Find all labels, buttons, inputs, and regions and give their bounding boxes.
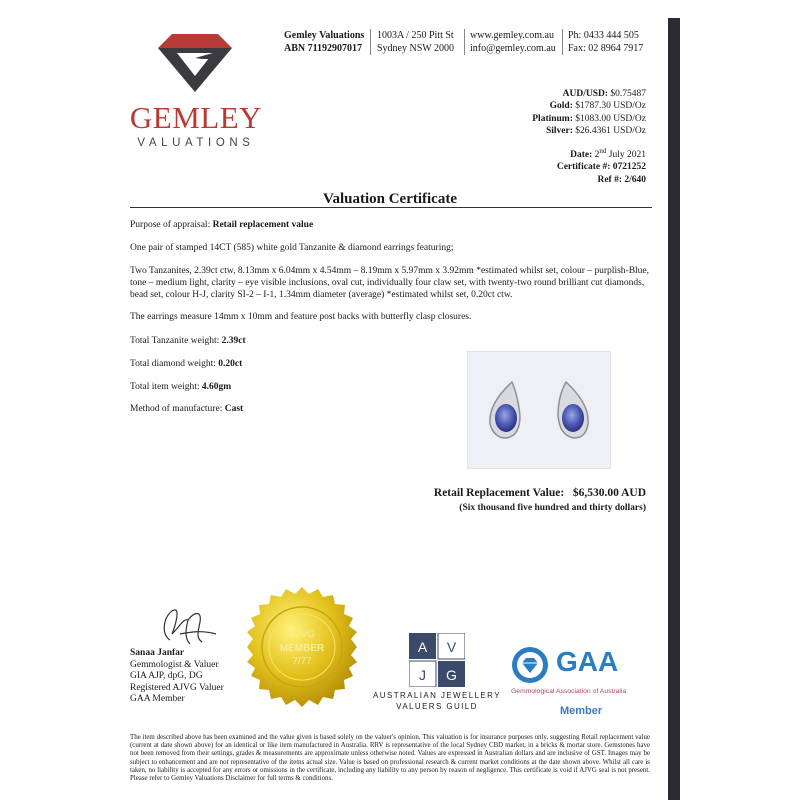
ajvg-letter-j: J: [419, 667, 426, 683]
item-weight-line: [130, 381, 430, 393]
header-divider: [464, 29, 465, 55]
earrings-image: [468, 352, 610, 468]
platinum-value: $1083.00 USD/Oz: [575, 113, 646, 124]
diamond-weight-label: Total diamond weight:: [130, 359, 216, 369]
signatory-name: Sanaa Janfar: [130, 648, 185, 658]
right-earring: [558, 382, 588, 438]
diamond-weight-value: 0.20ct: [218, 359, 243, 369]
diamond-weight-line: [130, 358, 430, 370]
date-suffix: nd: [599, 147, 607, 155]
header-divider: [562, 29, 563, 55]
logo-subtitle: VALUATIONS: [137, 137, 255, 149]
date-label: Date:: [570, 150, 593, 161]
retail-value-words: (Six thousand five hundred and thirty dollars): [459, 503, 646, 513]
ajvg-caption: [368, 690, 506, 712]
ajvg-caption-line-1: AUSTRALIAN JEWELLERY: [373, 691, 501, 700]
phone-number: Ph: 0433 444 505: [568, 30, 639, 41]
address-line-2: Sydney NSW 2000: [377, 43, 455, 54]
gold-value: $1787.30 USD/Oz: [575, 101, 646, 112]
method-label: Method of manufacture:: [130, 404, 223, 414]
disclaimer-text: The item described above has been examined and the value given is based solely on the valuer's opinion. This valuation is for insurance purposes only, suggesting Retail replacement value (current at date shown above) for an identical or like item manufactured in Australia. RRV is representative of the local Sydney CBD market, in a bricks & mortar store. Gemstones have not been removed from their settings, grades & measurements are approximate unless otherwise noted. Values are expressed in Australian dollars and are inclusive of GST. Images may be subject to enhancement and are not representative of the items actual size. Value is based on professional research & current market conditions at the date shown above. Whilst all care is taken, no liability is accepted for any errors or omissions in the certificate, including any liability to any person by reason of negligence. This certificate is void if AJVG seal is not present. Please refer to Gemley Valuations Disclaimer for full terms & conditions.: [130, 734, 650, 783]
rates-block: [470, 88, 646, 137]
ref-label: Ref #:: [597, 174, 622, 185]
item-weight-label: Total item weight:: [130, 382, 200, 392]
retail-value-line: [380, 487, 646, 499]
tanzanite-weight-line: [130, 335, 430, 347]
purpose-line: [130, 219, 650, 231]
platinum-label: Platinum:: [532, 113, 573, 124]
gold-label: Gold:: [549, 101, 573, 112]
gaa-member-label: Member: [560, 705, 603, 717]
phone-block: [568, 29, 643, 55]
gaa-subtitle: Gemmological Association of Australia: [511, 688, 627, 695]
method-line: [130, 403, 430, 415]
retail-value-amount: $6,530.00 AUD: [572, 487, 646, 499]
stones-description: Two Tanzanites, 2.39ct ctw, 8.13mm x 6.04mm x 4.54mm – 8.19mm x 5.97mm x 3.92mm *estimated whilst set, colour – purplish-Blue, tone – medium light, clarity – eye visible inclusions, oval cut, individually four claw set, with twenty-two round brilliant cut diamonds, bead set, colour H-J, clarity SI-2 – I-1, 1.34mm diameter (average) *estimated whilst set, 0.20ct ctw.: [130, 266, 650, 300]
address-block: [377, 29, 454, 55]
left-earring: [490, 382, 520, 438]
silver-value: $26.4361 USD/Oz: [575, 125, 646, 136]
gemley-logo-icon: [150, 30, 240, 100]
retail-value-label: Retail Replacement Value:: [433, 487, 565, 499]
tanzanite-weight-value: 2.39ct: [221, 336, 246, 346]
seal-line-1: AJVG: [288, 629, 316, 640]
date-day: 2: [594, 150, 600, 161]
ajvg-logo-icon: [409, 633, 465, 687]
ajvg-gold-seal-icon: [240, 585, 364, 709]
signatory-line-1: Gemmologist & Valuer: [130, 659, 219, 670]
ajvg-letter-v: V: [446, 639, 457, 655]
signatory-line-4: GAA Member: [130, 694, 185, 704]
signatory-line-3: Registered AJVG Valuer: [130, 682, 224, 693]
fax-number: Fax: 02 8964 7917: [568, 43, 644, 54]
website-link[interactable]: www.gemley.com.au: [470, 30, 554, 41]
company-abn: ABN 71192907017: [284, 43, 363, 54]
tanzanite-weight-label: Total Tanzanite weight:: [130, 336, 220, 346]
certificate-meta: [470, 145, 646, 186]
purpose-label: Purpose of appraisal:: [130, 220, 211, 230]
title-divider: [130, 207, 652, 208]
header-divider: [370, 29, 371, 55]
ajvg-letter-g: G: [446, 667, 457, 683]
seal-line-3: 7/77: [292, 656, 312, 667]
certificate-label: Certificate #:: [556, 162, 611, 173]
purpose-value: Retail replacement value: [212, 220, 314, 230]
web-block: [470, 29, 556, 55]
ajvg-letter-a: A: [417, 639, 428, 655]
company-block: [284, 29, 364, 55]
method-value: Cast: [224, 404, 244, 414]
gaa-emblem-icon: [510, 645, 550, 685]
gaa-wordmark: GAA: [556, 646, 619, 677]
logo-wordmark: GEMLEY: [129, 100, 263, 135]
company-name: Gemley Valuations: [284, 30, 365, 41]
audusd-value: $0.75487: [610, 89, 646, 99]
signatory-line-2: GIA AJP, dpG, DG: [130, 671, 203, 681]
date-rest: July 2021: [608, 150, 646, 161]
ref-number: 2/640: [624, 174, 646, 185]
silver-label: Silver:: [545, 125, 573, 136]
item-weight-value: 4.60gm: [201, 382, 232, 392]
address-line-1: 1003A / 250 Pitt St: [377, 30, 454, 41]
signatory-block: [130, 648, 224, 706]
ajvg-caption-line-2: VALUERS GUILD: [396, 702, 478, 711]
item-description: One pair of stamped 14CT (585) white gold Tanzanite & diamond earrings featuring;: [130, 243, 454, 253]
page-title: Valuation Certificate: [322, 191, 457, 207]
page-edge-bar: [668, 18, 680, 800]
audusd-label: AUD/USD:: [562, 89, 608, 99]
signature-icon: [150, 604, 220, 650]
email-link[interactable]: info@gemley.com.au: [470, 43, 556, 54]
measurements-description: The earrings measure 14mm x 10mm and feature post backs with butterfly clasp closures.: [130, 312, 472, 322]
seal-line-2: MEMBER: [279, 643, 325, 654]
certificate-number: 0721252: [612, 162, 646, 173]
earrings-photo: [467, 351, 611, 469]
